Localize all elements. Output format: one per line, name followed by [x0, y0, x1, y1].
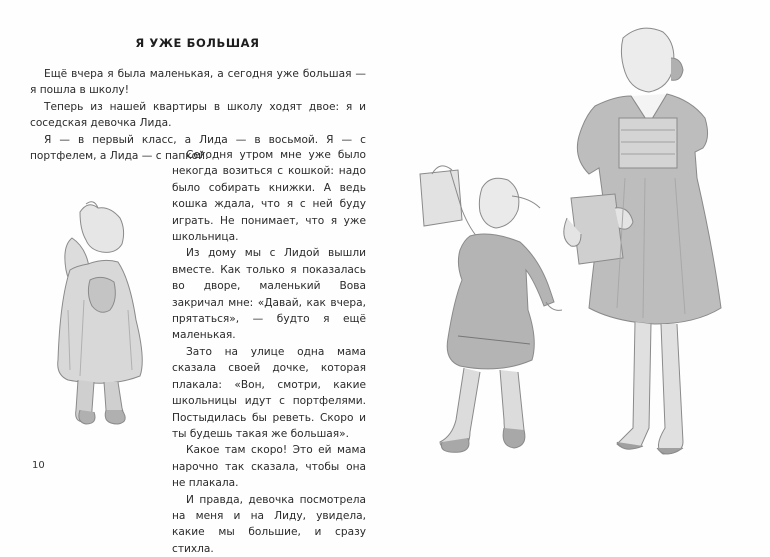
- chapter-title: Я УЖЕ БОЛЬШАЯ: [135, 36, 260, 50]
- illustration-toddler-with-doll: [40, 200, 170, 430]
- paragraph: Ещё вчера я была маленькая, а сегодня уже большая — я пошла в школу!: [30, 68, 366, 97]
- illustration-older-girl-with-folder: [545, 18, 745, 468]
- paragraph: Теперь из нашей квартиры в школу ходят двое: я и соседская девочка Лида.: [30, 100, 366, 130]
- paragraph: Какое там скоро! Это ей мама нарочно так сказала, чтобы она не плакала.: [172, 444, 366, 490]
- paragraph: Сегодня утром мне уже было некогда возиться с кошкой: надо было собирать книжки. А ведь кошка ждала, что я с ней буду играть. Не понимает, что я уже школьница.: [172, 149, 366, 244]
- right-page: [385, 0, 770, 500]
- paragraph: Я — в первый класс, а Лида — в восьмой. Я — с портфелем, а Лида — с папкой.: [30, 133, 366, 163]
- paragraph: И правда, девочка посмотрела на меня и на Лиду, увидела, какие мы большие, и сразу стихла.: [172, 493, 366, 555]
- text-block-narrow: [172, 147, 366, 557]
- paragraph: Зато на улице одна мама сказала своей дочке, которая плакала: «Вон, смотри, какие школьницы идут с портфелями. Постыдилась бы реветь. Скоро и ты будешь такая же большая».: [172, 345, 366, 440]
- paragraph: Из дому мы с Лидой вышли вместе. Как только я показалась во дворе, маленький Вова закричал мне: «Давай, как вчера, прятаться», — будто я ещё маленькая.: [172, 247, 366, 342]
- left-page: [0, 0, 385, 555]
- page-number: 10: [32, 460, 45, 471]
